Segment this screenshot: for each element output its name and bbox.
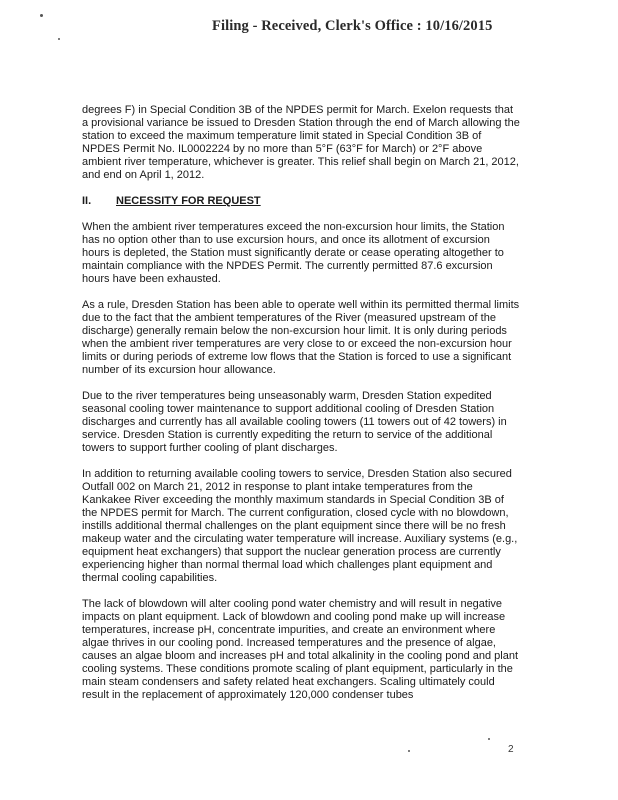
body-paragraph: The lack of blowdown will alter cooling pond water chemistry and will result in negative impacts on plant equipment. Lack of blowdown and cooling pond make up will increase temperatures, increase pH, concentrate impurities, and create an environment where algae thrives in our cooling pond. Increased temperatures and the presence of algae, causes an algae bloom and increases pH and total alkalinity in the cooling pond and plant cooling systems. These conditions promote scaling of plant equipment, particularly in the main steam condensers and safety related heat exchangers. Scaling ultimately could result in the replacement of approximately 120,000 condenser tubes — [82, 598, 519, 701]
scan-speck — [488, 738, 490, 740]
scan-speck — [58, 38, 60, 40]
page-number: 2 — [508, 744, 514, 755]
document-body — [82, 104, 520, 715]
section-title: NECESSITY FOR REQUEST — [116, 195, 261, 207]
filing-stamp: Filing - Received, Clerk's Office : 10/16/2015 — [212, 18, 493, 34]
section-heading — [82, 195, 520, 208]
scan-speck — [408, 750, 410, 752]
body-paragraph: When the ambient river temperatures exceed the non-excursion hour limits, the Station has no option other than to use excursion hours, and once its allotment of excursion hours is depleted, the Station must significantly derate or cease operating altogether to maintain compliance with the NPDES Permit. The currently permitted 87.6 excursion hours have been exhausted. — [82, 221, 505, 285]
scan-speck — [40, 14, 43, 17]
section-number: II. — [82, 195, 92, 207]
intro-paragraph: degrees F) in Special Condition 3B of the NPDES permit for March. Exelon requests that a provisional variance be issued to Dresden Station through the end of March allowing the station to exceed the maximum temperature limit stated in Special Condition 3B of NPDES Permit No. IL0002224 by no more than 5°F (63°F for March) or 2°F above ambient river temperature, whichever is greater. This relief shall begin on March 21, 2012, and end on April 1, 2012. — [82, 104, 520, 181]
body-paragraph: As a rule, Dresden Station has been able to operate well within its permitted thermal limits due to the fact that the ambient temperatures of the River (measured upstream of the discharge) generally remain below the non-excursion hour limit. It is only during periods when the ambient river temperatures are very close to or exceed the non-excursion hour limits or during periods of extreme low flows that the Station is forced to use a significant number of its excursion hour allowance. — [82, 299, 520, 376]
body-paragraph: In addition to returning available cooling towers to service, Dresden Station also secured Outfall 002 on March 21, 2012 in response to plant intake temperatures from the Kankakee River exceeding the monthly maximum standards in Special Condition 3B of the NPDES permit for March. The current configuration, closed cycle with no blowdown, instills additional thermal challenges on the plant equipment since there will be no fresh makeup water and the circulating water temperature will increase. Auxiliary systems (e.g., equipment heat exchangers) that support the nuclear generation process are currently experiencing higher than normal thermal load which challenges plant equipment and thermal cooling capabilities. — [82, 468, 518, 584]
body-paragraph: Due to the river temperatures being unseasonably warm, Dresden Station expedited seasonal cooling tower maintenance to support additional cooling of Dresden Station discharges and currently has all available cooling towers (11 towers out of 42 towers) in service. Dresden Station is currently expediting the return to service of the additional towers to support further cooling of plant discharges. — [82, 390, 507, 454]
